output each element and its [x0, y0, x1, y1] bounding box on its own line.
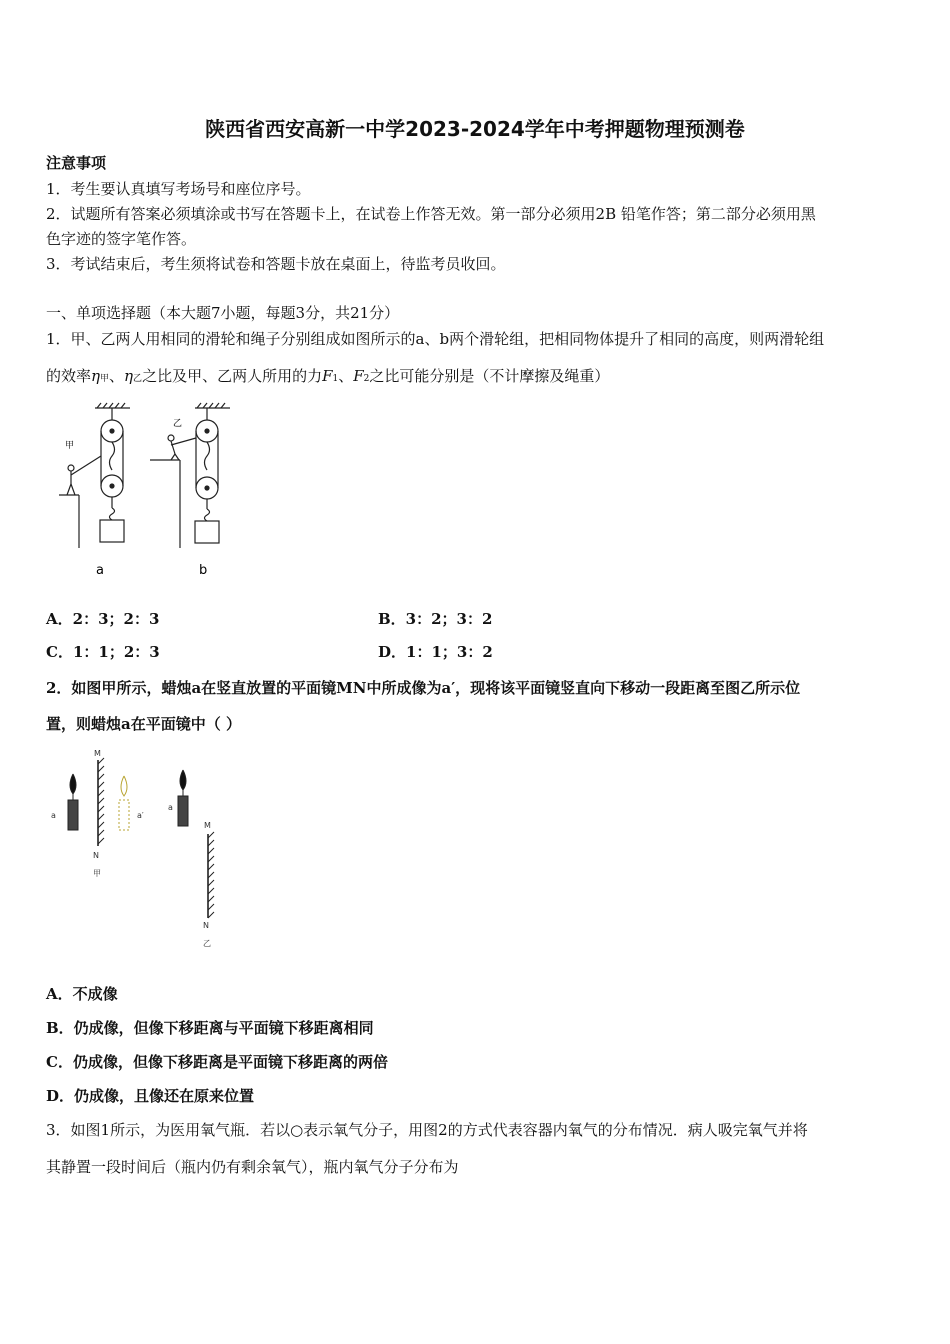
notice-item: 1．考生要认真填写考场号和座位序号。: [46, 180, 311, 198]
q1-option-c[interactable]: C．1：1；2：3: [46, 643, 160, 661]
question-2-text: 2．如图甲所示，蜡烛a在竖直放置的平面镜MN中所成像为a′，现将该平面镜竖直向下移动一段距离至图乙所示位: [46, 679, 801, 697]
q2-option-d[interactable]: D．仍成像，且像还在原来位置: [46, 1087, 255, 1105]
label-yi: 乙: [173, 419, 183, 429]
question-1-text-2: 的效率η甲、η乙之比及甲、乙两人所用的力F1、F2之比可能分别是（不计摩擦及绳重）: [46, 367, 610, 385]
label-a-2: a: [168, 803, 173, 812]
label-a: a: [96, 563, 104, 578]
candle-a-2: [178, 796, 188, 826]
person-yi: [168, 435, 174, 441]
label-a: a: [51, 811, 56, 820]
candle-image: [119, 800, 129, 830]
question-1-text: 1．甲、乙两人用相同的滑轮和绳子分别组成如图所示的a、b两个滑轮组，把相同物体提升了相同的高度，则两滑轮组: [46, 330, 825, 348]
section-heading: 一、单项选择题（本大题7小题，每题3分，共21分）: [46, 304, 400, 322]
pulley-figure: [55, 398, 255, 583]
image-flame-icon: [121, 776, 127, 796]
label-n-2: N: [203, 921, 209, 930]
load-block-b: [195, 521, 219, 543]
question-3-text-2: 其静置一段时间后（瓶内仍有剩余氧气），瓶内氧气分子分布为: [46, 1158, 459, 1176]
q2-option-a[interactable]: A．不成像: [46, 985, 118, 1003]
question-3-text: 3．如图1所示，为医用氧气瓶．若以○表示氧气分子，用图2的方式代表容器内氧气的分布情况．病人吸完氧气并将: [46, 1121, 808, 1139]
label-b: b: [199, 563, 208, 578]
label-yi: 乙: [203, 939, 211, 948]
notice-item: 色字迹的签字笔作答。: [46, 230, 197, 248]
q1-option-a[interactable]: A．2：3；2：3: [46, 610, 160, 628]
label-m: M: [94, 749, 101, 758]
notice-heading: 注意事项: [46, 154, 107, 172]
person-jia: [68, 465, 74, 471]
q2-option-c[interactable]: C．仍成像，但像下移距离是平面镜下移距离的两倍: [46, 1053, 388, 1071]
load-block-a: [100, 520, 124, 542]
notice-item: 3．考试结束后，考生须将试卷和答题卡放在桌面上，待监考员收回。: [46, 255, 506, 273]
candle-a: [68, 800, 78, 830]
page-title: 陕西省西安高新一中学2023-2024学年中考押题物理预测卷: [205, 117, 745, 141]
label-a-prime: a′: [137, 811, 144, 820]
question-2-text-2: 置，则蜡烛a在平面镜中（ ）: [46, 715, 241, 733]
label-m-2: M: [204, 821, 211, 830]
notice-item: 2．试题所有答案必须填涂或书写在答题卡上，在试卷上作答无效。第一部分必须用2B 铅笔作答；第二部分必须用黑: [46, 205, 816, 223]
label-n: N: [93, 851, 99, 860]
mirror-figure: [46, 746, 236, 951]
q1-option-b[interactable]: B．3：2；3：2: [378, 610, 493, 628]
q1-option-d[interactable]: D．1：1；3：2: [378, 643, 493, 661]
flame-icon: [70, 774, 76, 794]
label-jia: 甲: [93, 869, 101, 878]
q2-option-b[interactable]: B．仍成像，但像下移距离与平面镜下移距离相同: [46, 1019, 374, 1037]
label-jia: 甲: [65, 441, 75, 451]
